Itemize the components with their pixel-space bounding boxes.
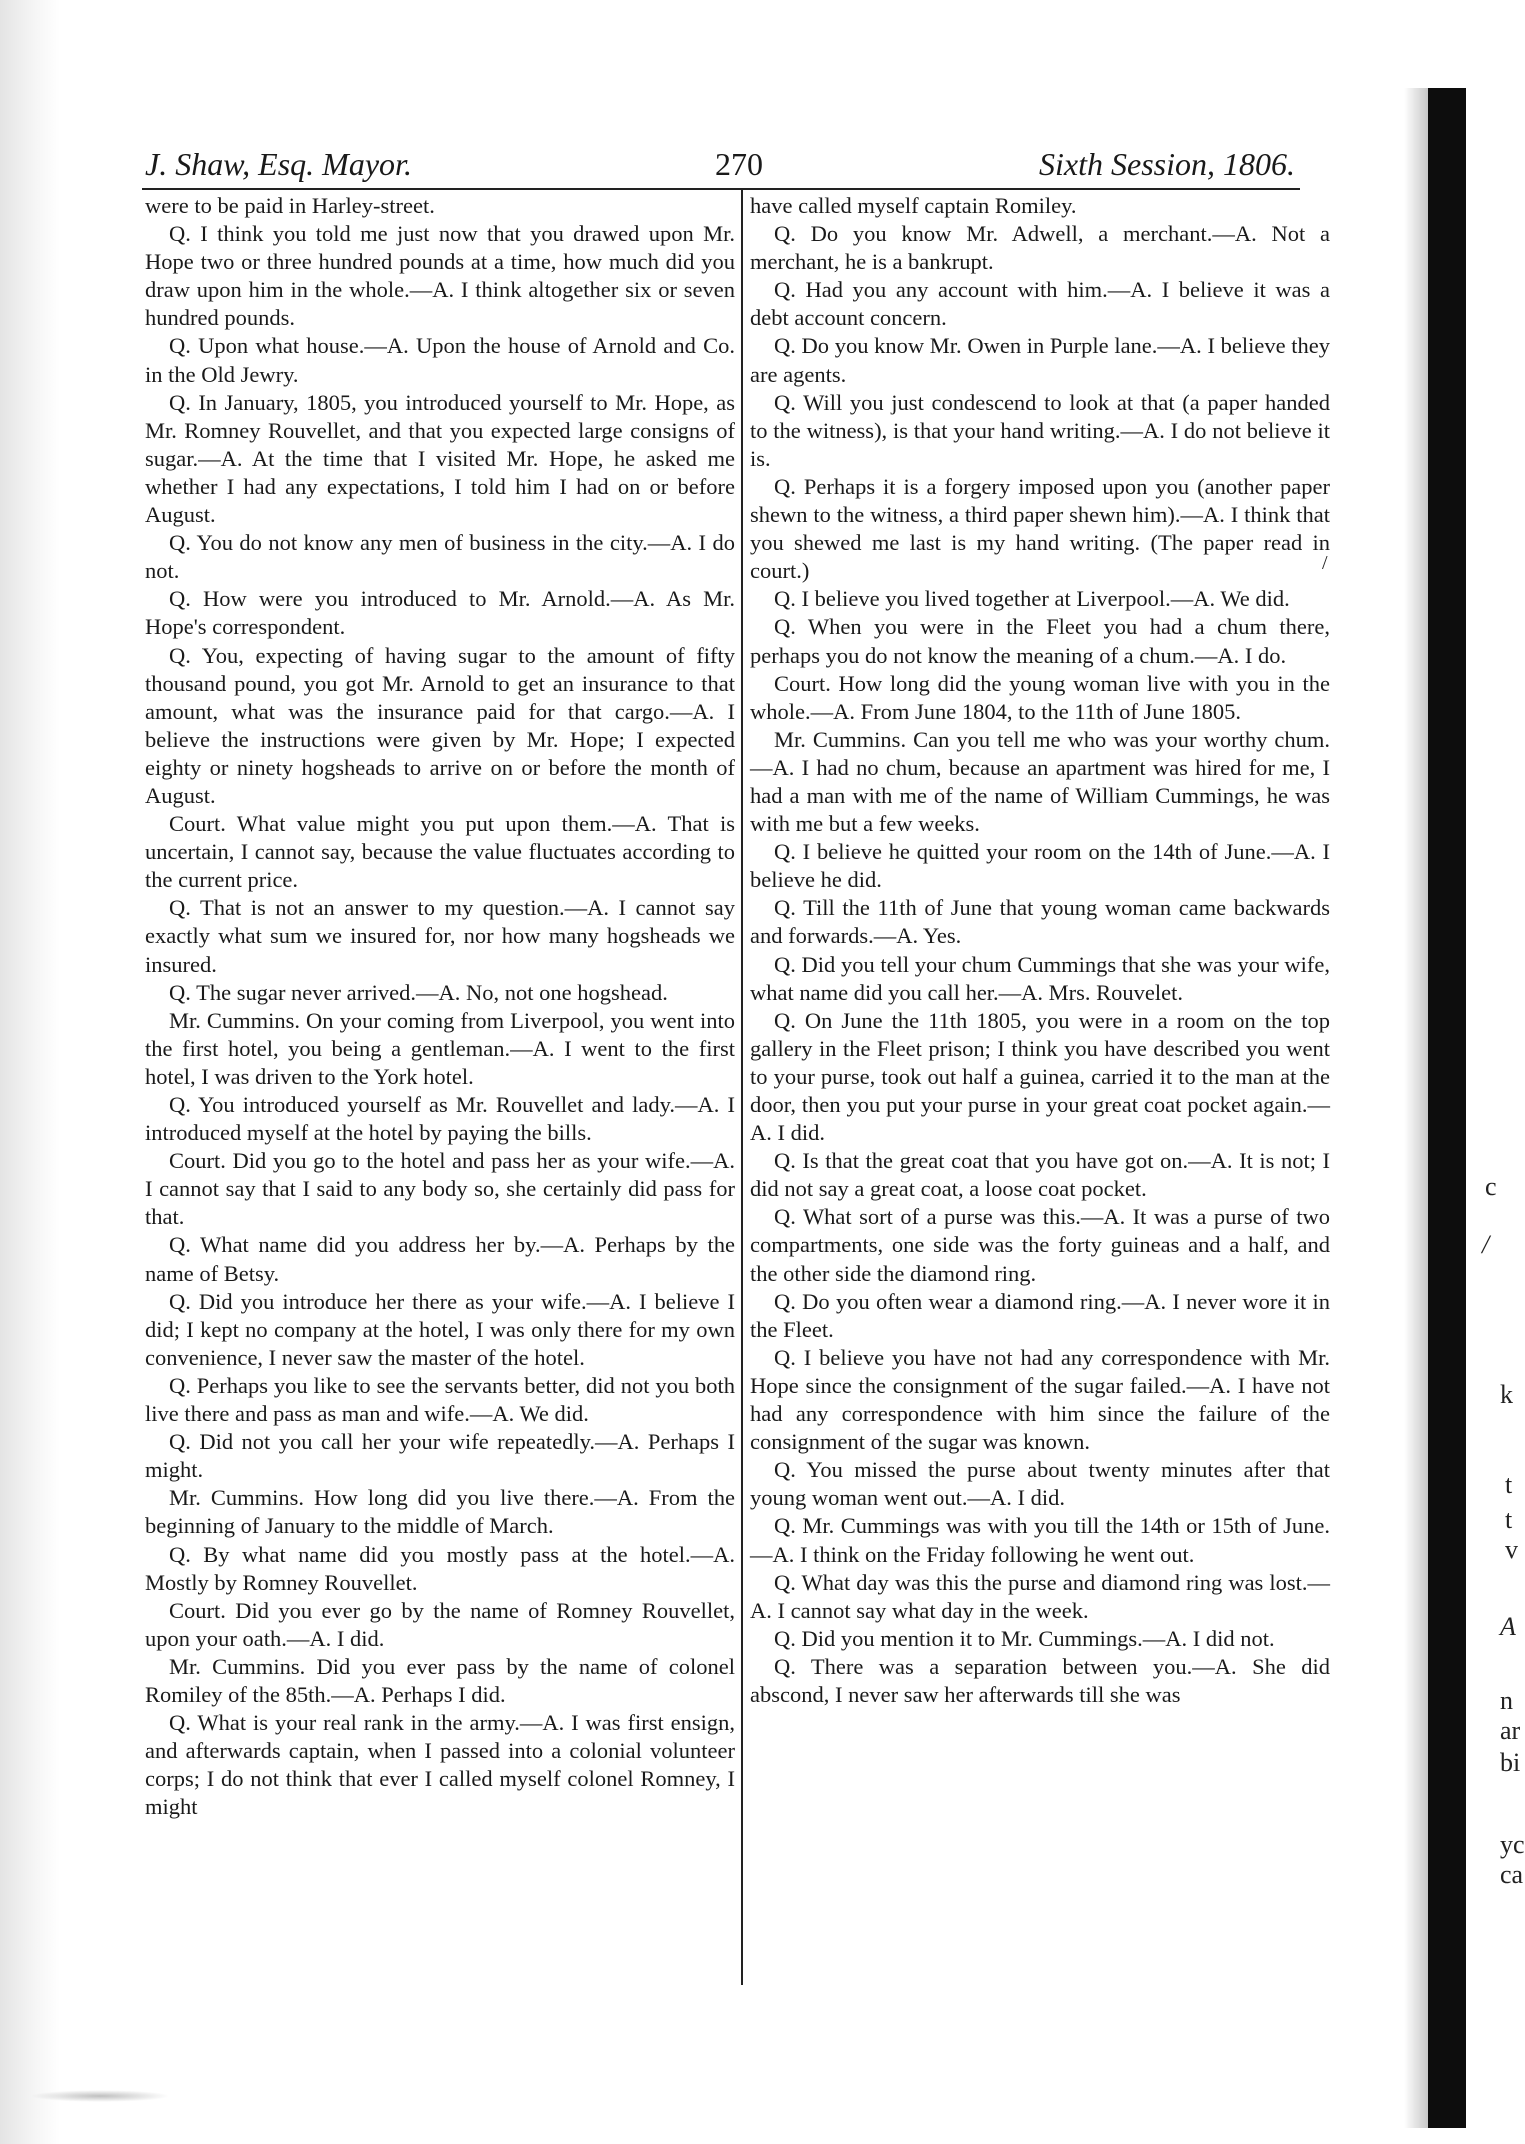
page-number: 270 bbox=[715, 146, 763, 182]
margin-mark: ar bbox=[1500, 1716, 1521, 1745]
paragraph: Q. Till the 11th of June that young woman came backwards and forwards.—A. Yes. bbox=[750, 895, 1330, 949]
paragraph: Q. You, expecting of having sugar to the amount of fifty thousand pound, you got Mr. Arnold to get an insurance to that amount, what was the insurance paid for that cargo.—A. I believe the instructions were given by Mr. Hope; I expected eighty or ninety hogsheads to arrive on or before the month of August. bbox=[145, 642, 735, 808]
paragraph: Q. Had you any account with him.—A. I believe it was a debt account concern. bbox=[750, 277, 1330, 331]
paragraph: Q. What sort of a purse was this.—A. It was a purse of two compartments, one side was the forty guineas and a half, and the other side the diamond ring. bbox=[750, 1204, 1330, 1286]
spine-shadow bbox=[1404, 88, 1428, 2128]
paragraph: Q. I believe you lived together at Liverpool.—A. We did. bbox=[774, 586, 1290, 612]
right-column bbox=[750, 192, 1330, 1709]
column-divider bbox=[741, 190, 743, 1985]
paragraph: Q. You missed the purse about twenty minutes after that young woman went out.—A. I did. bbox=[750, 1457, 1330, 1511]
paragraph: Q. Did you tell your chum Cummings that she was your wife, what name did you call her.—A. Mrs. Rouvelet. bbox=[750, 951, 1330, 1005]
paragraph: Q. I believe you have not had any correspondence with Mr. Hope since the consignment of the sugar failed.—A. I have not had any correspondence with him since the failure of the consignment of the sugar was known. bbox=[750, 1344, 1330, 1455]
margin-mark: / bbox=[1482, 1230, 1490, 1259]
header-rule bbox=[142, 188, 1300, 190]
margin-mark: ca bbox=[1500, 1860, 1524, 1889]
paragraph: Q. Upon what house.—A. Upon the house of Arnold and Co. in the Old Jewry. bbox=[145, 333, 735, 387]
paragraph: Q. Mr. Cummings was with you till the 14th or 15th of June.—A. I think on the Friday following he went out. bbox=[750, 1513, 1330, 1567]
paragraph: Court. How long did the young woman live with you in the whole.—A. From June 1804, to the 11th of June 1805. bbox=[750, 670, 1330, 724]
margin-mark: v bbox=[1505, 1535, 1518, 1564]
margin-mark: k bbox=[1500, 1380, 1513, 1409]
paragraph: Q. You introduced yourself as Mr. Rouvellet and lady.—A. I introduced myself at the hotel by paying the bills. bbox=[145, 1092, 735, 1146]
running-header bbox=[145, 146, 1295, 188]
page-edge-left bbox=[0, 0, 60, 2144]
paragraph: Q. On June the 11th 1805, you were in a room on the top gallery in the Fleet prison; I think you have described you went to your purse, took out half a guinea, carried it to the man at the door, then you put your purse in your great coat pocket again.—A. I did. bbox=[750, 1007, 1330, 1146]
paragraph: Q. What day was this the purse and diamond ring was lost.—A. I cannot say what day in the week. bbox=[750, 1569, 1330, 1623]
paragraph: Q. By what name did you mostly pass at the hotel.—A. Mostly by Romney Rouvellet. bbox=[145, 1541, 735, 1595]
paragraph: Q. Perhaps you like to see the servants better, did not you both live there and pass as man and wife.—A. We did. bbox=[145, 1372, 735, 1427]
paragraph: Q. There was a separation between you.—A. She did abscond, I never saw her afterwards till she was bbox=[750, 1653, 1330, 1707]
paragraph: Q. Do you know Mr. Owen in Purple lane.—A. I believe they are agents. bbox=[750, 333, 1330, 387]
paragraph: Q. Did you mention it to Mr. Cummings.—A. I did not. bbox=[774, 1625, 1275, 1651]
paragraph: Q. Do you often wear a diamond ring.—A. I never wore it in the Fleet. bbox=[750, 1288, 1330, 1342]
paragraph: Court. Did you ever go by the name of Romney Rouvellet, upon your oath.—A. I did. bbox=[145, 1597, 735, 1651]
paragraph: Q. The sugar never arrived.—A. No, not one hogshead. bbox=[169, 979, 668, 1005]
paragraph: were to be paid in Harley-street. bbox=[145, 193, 435, 218]
paragraph: Q. Did you introduce her there as your wife.—A. I believe I did; I kept no company at the hotel, I was only there for my own convenience, I never saw the master of the hotel. bbox=[145, 1288, 735, 1370]
paragraph: Q. What name did you address her by.—A. Perhaps by the name of Betsy. bbox=[145, 1232, 735, 1286]
paragraph: Q. That is not an answer to my question.—A. I cannot say exactly what sum we insured for, nor how many hogsheads we insured. bbox=[145, 895, 735, 977]
paragraph: Court. Did you go to the hotel and pass her as your wife.—A. I cannot say that I said to any body so, she certainly did pass for that. bbox=[145, 1148, 735, 1230]
margin-mark: n bbox=[1500, 1686, 1513, 1715]
margin-mark: c bbox=[1485, 1172, 1497, 1201]
paragraph: Q. In January, 1805, you introduced yourself to Mr. Hope, as Mr. Romney Rouvellet, and that you expected large consigns of sugar.—A. At the time that I visited Mr. Hope, he asked me whether I had any expectations, I told him I had on or before August. bbox=[145, 389, 735, 528]
margin-mark: bi bbox=[1500, 1748, 1521, 1777]
paragraph: Q. Is that the great coat that you have got on.—A. It is not; I did not say a great coat, a loose coat pocket. bbox=[750, 1148, 1330, 1202]
paragraph: Q. I think you told me just now that you drawed upon Mr. Hope two or three hundred pounds at a time, how much did you draw upon him in the whole.—A. I think altogether six or seven hundred pounds. bbox=[145, 221, 735, 331]
margin-mark: A bbox=[1500, 1612, 1516, 1641]
paragraph: Mr. Cummins. On your coming from Liverpool, you went into the first hotel, you being a gentleman.—A. I went to the first hotel, I was driven to the York hotel. bbox=[145, 1007, 735, 1089]
paragraph: Q. Do you know Mr. Adwell, a merchant.—A. Not a merchant, he is a bankrupt. bbox=[750, 221, 1330, 275]
header-right: Sixth Session, 1806. bbox=[1039, 146, 1295, 182]
paragraph: Q. You do not know any men of business in the city.—A. I do not. bbox=[145, 530, 735, 584]
ink-smudge bbox=[30, 2090, 170, 2102]
paragraph: Mr. Cummins. Can you tell me who was your worthy chum.—A. I had no chum, because an apartment was hired for me, I had a man with me of the name of William Cummings, he was with me but a few weeks. bbox=[750, 726, 1330, 837]
paragraph: Court. What value might you put upon them.—A. That is uncertain, I cannot say, because the value fluctuates according to the current price. bbox=[145, 811, 735, 893]
paragraph: Q. How were you introduced to Mr. Arnold.—A. As Mr. Hope's correspondent. bbox=[145, 586, 735, 640]
margin-mark: t bbox=[1505, 1470, 1513, 1499]
paragraph: have called myself captain Romiley. bbox=[750, 193, 1077, 218]
paragraph: Mr. Cummins. How long did you live there.—A. From the beginning of January to the middle of March. bbox=[145, 1485, 735, 1539]
paragraph: Q. Did not you call her your wife repeatedly.—A. Perhaps I might. bbox=[145, 1429, 735, 1483]
paragraph: Q. Will you just condescend to look at that (a paper handed to the witness), is that your hand writing.—A. I do not believe it is. bbox=[750, 389, 1330, 471]
margin-mark: / bbox=[1322, 552, 1328, 574]
margin-mark: yc bbox=[1500, 1830, 1525, 1859]
paragraph: Q. When you were in the Fleet you had a chum there, perhaps you do not know the meaning of a chum.—A. I do. bbox=[750, 614, 1330, 668]
paragraph: Q. I believe he quitted your room on the 14th of June.—A. I believe he did. bbox=[750, 839, 1330, 893]
left-column bbox=[145, 192, 735, 1821]
paragraph: Q. What is your real rank in the army.—A. I was first ensign, and afterwards captain, when I passed into a colonial volunteer corps; I do not think that ever I called myself colonel Romney, I might bbox=[145, 1710, 735, 1820]
paragraph: Mr. Cummins. Did you ever pass by the name of colonel Romiley of the 85th.—A. Perhaps I did. bbox=[145, 1653, 735, 1707]
margin-mark: t bbox=[1505, 1505, 1513, 1534]
paragraph: Q. Perhaps it is a forgery imposed upon you (another paper shewn to the witness, a third paper shewn him).—A. I think that you shewed me last is my hand writing. (The paper read in court.) bbox=[750, 473, 1330, 584]
header-left: J. Shaw, Esq. Mayor. bbox=[145, 146, 412, 182]
book-spine bbox=[1428, 88, 1466, 2128]
